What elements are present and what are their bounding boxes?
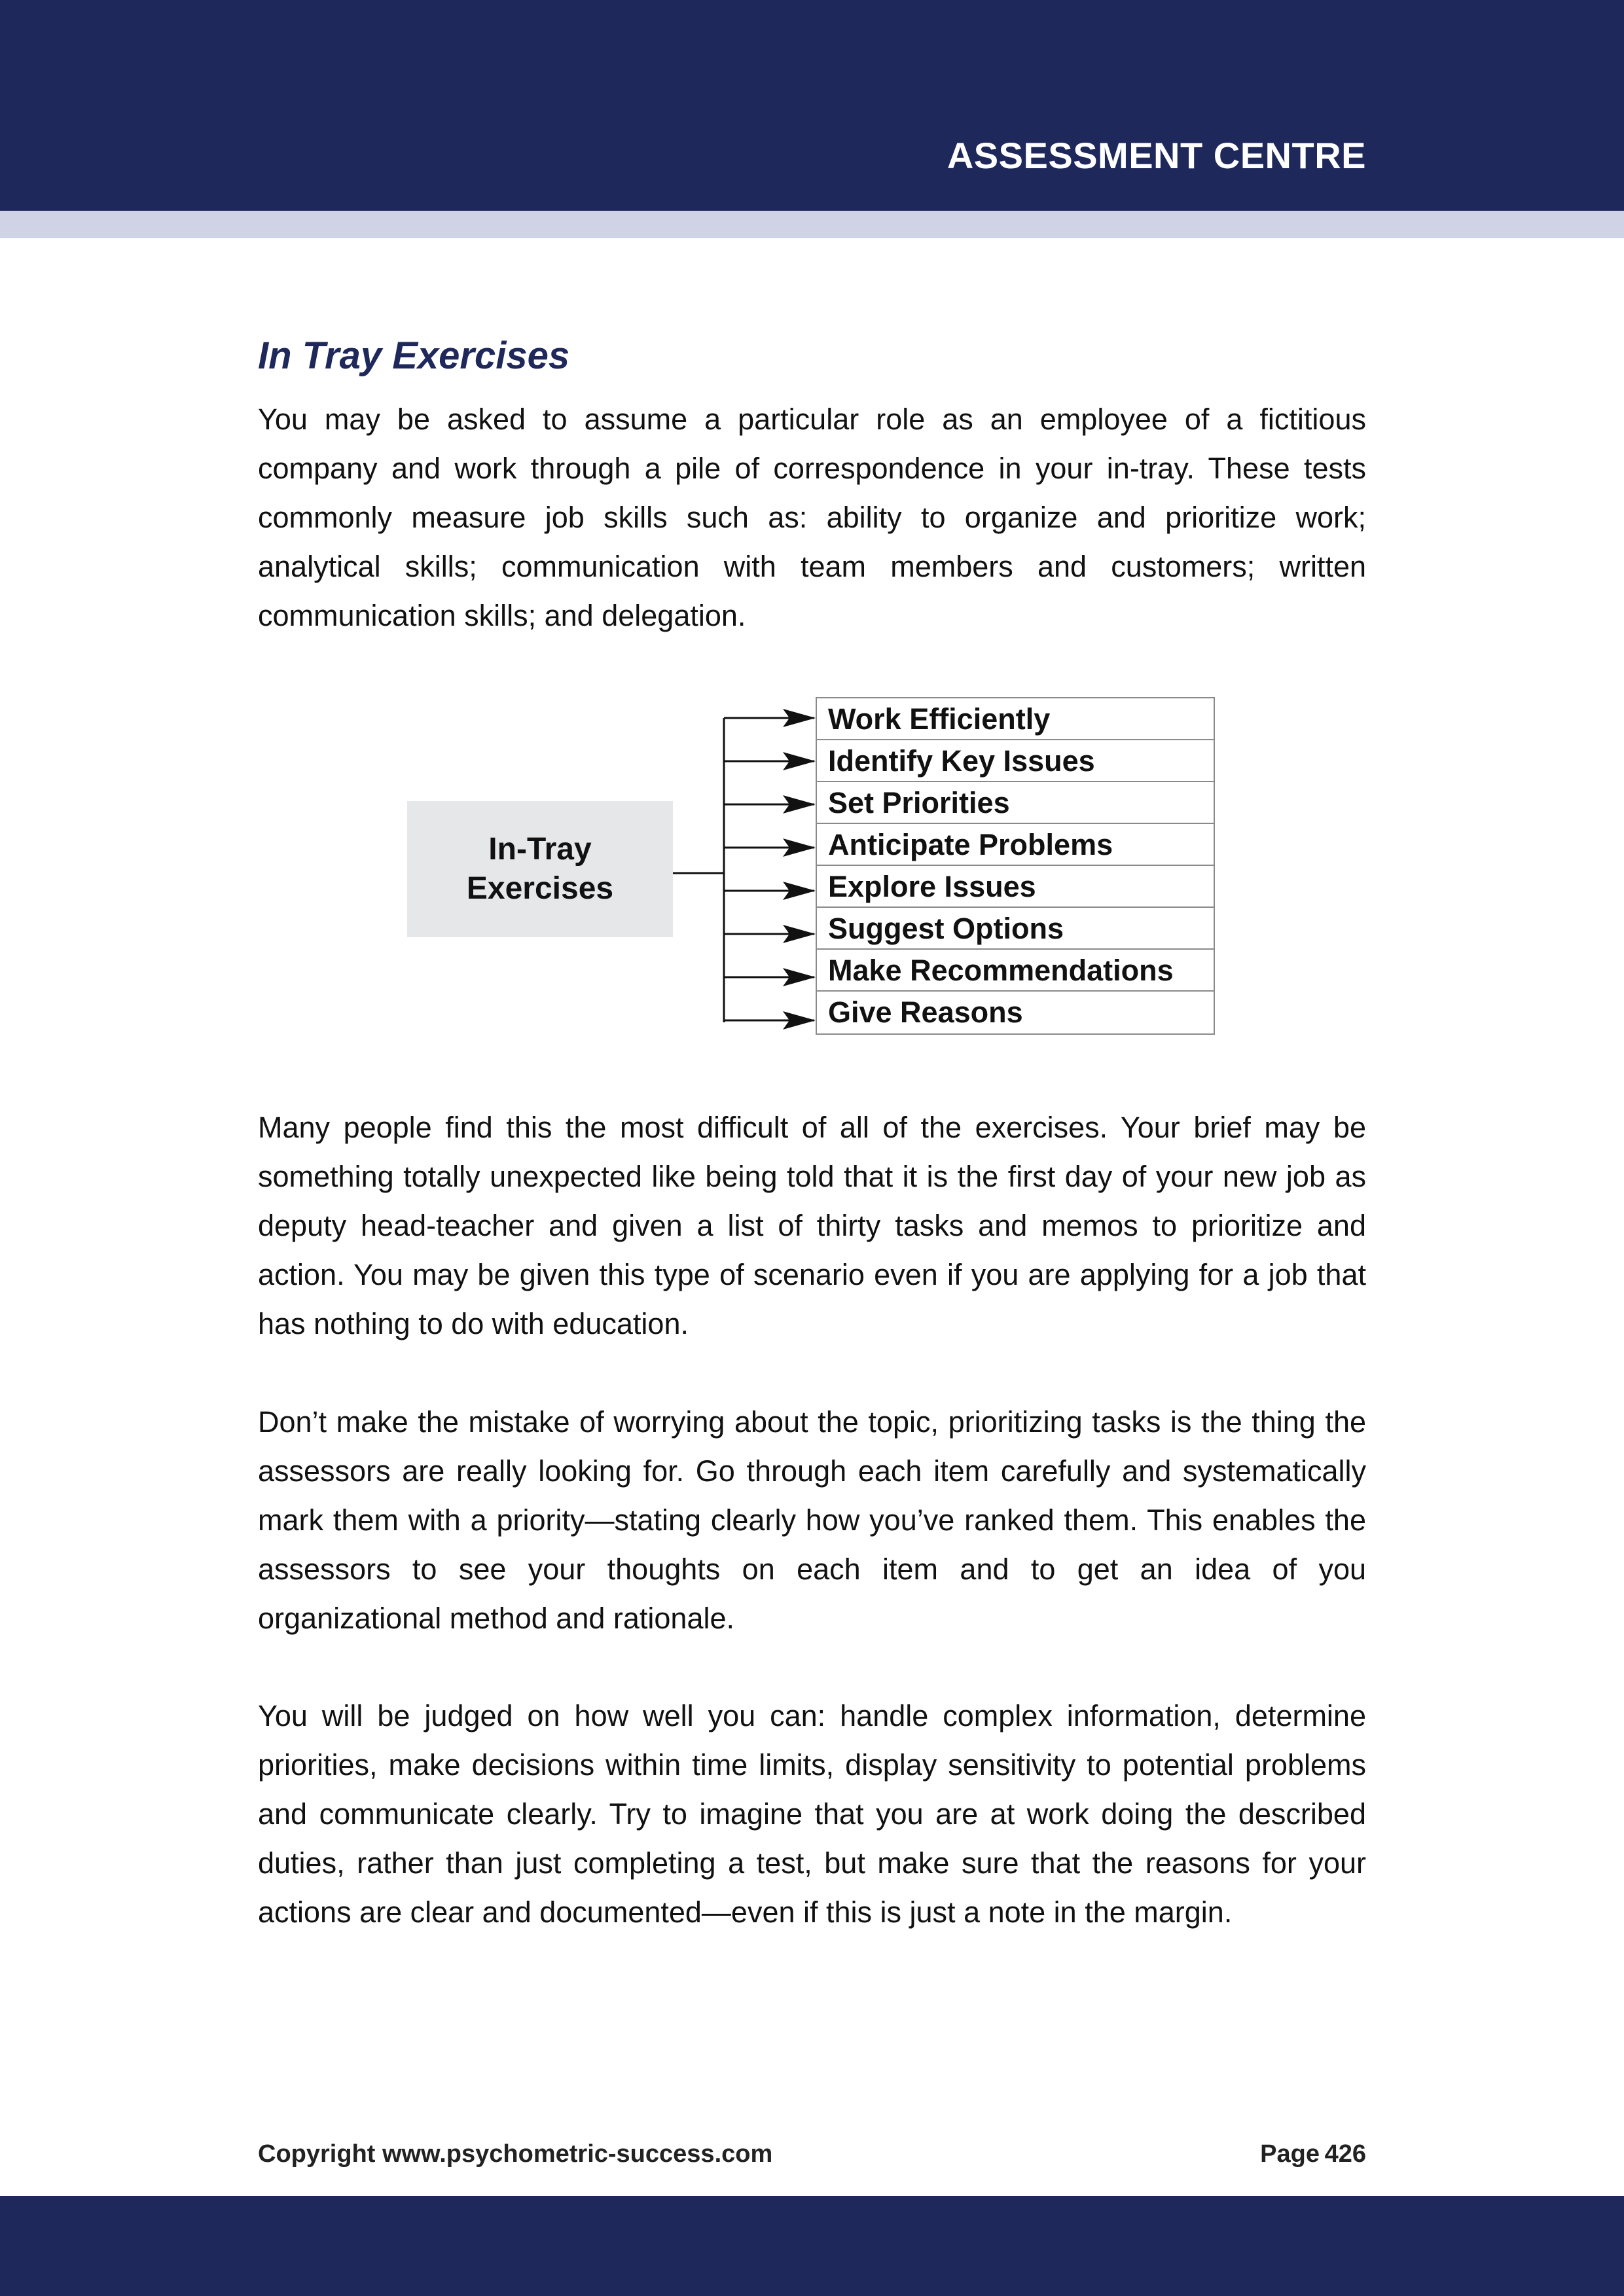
- diagram-arrowhead: [783, 925, 816, 943]
- diagram-source-label-line2: Exercises: [466, 871, 614, 906]
- footer-page-number: 426: [1324, 2140, 1366, 2168]
- diagram-outcome-item: Explore Issues: [817, 866, 1214, 908]
- diagram-arrowhead: [783, 968, 816, 986]
- diagram-arrowhead: [783, 1011, 816, 1030]
- diagram-arrows: [724, 709, 816, 1030]
- diagram-source-label-line1: In-Tray: [488, 832, 592, 867]
- diagram-arrowhead: [783, 795, 816, 814]
- diagram-outcome-item: Identify Key Issues: [817, 740, 1214, 782]
- diagram-arrowhead: [783, 882, 816, 900]
- header-bar: [0, 0, 1624, 211]
- diagram-outcome-item: Anticipate Problems: [817, 824, 1214, 866]
- diagram-outcome-item: Work Efficiently: [817, 698, 1214, 740]
- diagram-source-box: [407, 801, 673, 937]
- paragraph-judged: You will be judged on how well you can: handle complex information, determine priorities, make decisions within time limits, display sensitivity to potential problems and communicate clearly. Try to imagine that you are at work doing the described duties, rather than just completing a test, but make sure that the reasons for your actions are clear and documented—even if this is just a note in the margin.: [258, 1699, 1366, 1929]
- diagram-outcome-item: Make Recommendations: [817, 950, 1214, 992]
- paragraph-intro: You may be asked to assume a particular role as an employee of a fictitious company and work through a pile of correspondence in your in-tray. These tests commonly measure job skills such as: ability to organize and prioritize work; analytical skills; communication with team members and customers; written communication skills; and delegation.: [258, 403, 1366, 632]
- diagram-outcome-item: Suggest Options: [817, 908, 1214, 950]
- header-title: ASSESSMENT CENTRE: [947, 135, 1366, 176]
- diagram-outcome-item: Give Reasons: [828, 996, 1023, 1029]
- footer-page: [1260, 2140, 1366, 2168]
- section-title: In Tray Exercises: [258, 334, 570, 377]
- paragraph-difficulty: Many people find this the most difficult of all of the exercises. Your brief may be something totally unexpected like being told that it is the first day of your new job as deputy head-teacher and given a list of thirty tasks and memos to prioritize and action. You may be given this type of scenario even if you are applying for a job that has nothing to do with education.: [258, 1111, 1366, 1340]
- diagram-arrowhead: [783, 838, 816, 857]
- footer-bar: [0, 2196, 1624, 2296]
- footer-copyright: Copyright www.psychometric-success.com: [258, 2140, 773, 2168]
- diagram-arrowhead: [783, 709, 816, 727]
- header-stripe: [0, 211, 1624, 238]
- diagram-outcome-list: [816, 697, 1215, 1035]
- paragraph-prioritizing: Don’t make the mistake of worrying about the topic, prioritizing tasks is the thing the assessors are really looking for. Go through each item carefully and systematically mark them with a priority—stating clearly how you’ve ranked them. This enables the assessors to see your thoughts on each item and to get an idea of you organizational method and rationale.: [258, 1405, 1366, 1635]
- diagram-arrowhead: [783, 752, 816, 770]
- diagram-outcome-item: Set Priorities: [817, 782, 1214, 824]
- footer-page-label: Page: [1260, 2140, 1320, 2168]
